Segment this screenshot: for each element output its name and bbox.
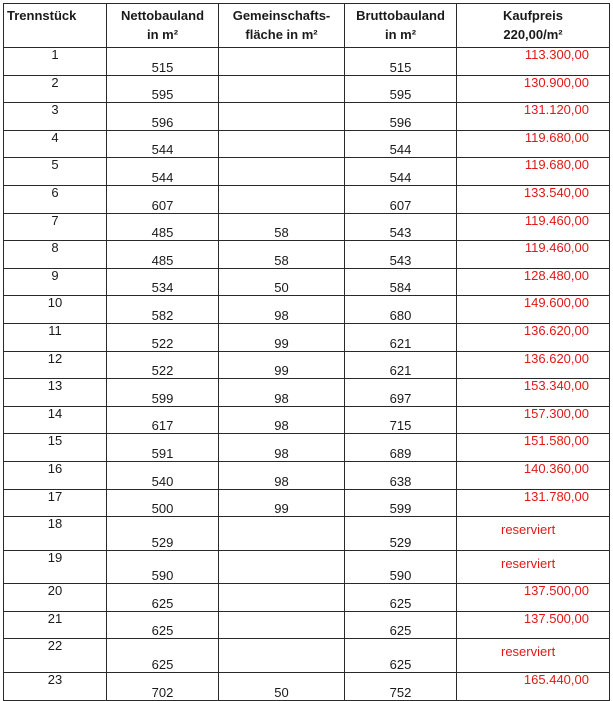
common-area-cell: 99 — [219, 489, 345, 517]
price-cell: 131.120,00 — [457, 103, 610, 131]
gross-land-cell: 529 — [345, 517, 457, 551]
table-row — [4, 185, 610, 213]
price-cell: 151.580,00 — [457, 434, 610, 462]
header-common-line-2: fläche in m² — [245, 27, 318, 42]
table-row — [4, 550, 610, 584]
plot-number-cell: 19 — [4, 550, 107, 584]
net-land-cell: 596 — [107, 103, 219, 131]
header-plot-line-1: Trennstück — [7, 8, 77, 23]
net-land-cell: 540 — [107, 461, 219, 489]
price-cell: 165.440,00 — [457, 673, 610, 701]
price-cell: 137.500,00 — [457, 611, 610, 639]
plot-number-cell: 1 — [4, 48, 107, 76]
net-land-cell: 544 — [107, 130, 219, 158]
table-row — [4, 489, 610, 517]
table-row — [4, 158, 610, 186]
table-row — [4, 639, 610, 673]
plot-number-cell: 11 — [4, 323, 107, 351]
header-gross-line-1: Bruttobauland — [356, 8, 445, 23]
gross-land-cell: 625 — [345, 611, 457, 639]
price-cell: 131.780,00 — [457, 489, 610, 517]
header-price-line-2: 220,00/m² — [503, 27, 563, 42]
net-land-cell: 590 — [107, 550, 219, 584]
gross-land-cell: 544 — [345, 158, 457, 186]
gross-land-cell: 515 — [345, 48, 457, 76]
net-land-cell: 515 — [107, 48, 219, 76]
common-area-cell — [219, 517, 345, 551]
table-header — [4, 4, 610, 48]
common-area-cell — [219, 103, 345, 131]
net-land-cell: 529 — [107, 517, 219, 551]
gross-land-cell: 590 — [345, 550, 457, 584]
gross-land-cell: 607 — [345, 185, 457, 213]
net-land-cell: 534 — [107, 268, 219, 296]
common-area-cell: 98 — [219, 461, 345, 489]
plot-price-list — [3, 3, 609, 701]
plot-number-cell: 8 — [4, 241, 107, 269]
net-land-cell: 617 — [107, 406, 219, 434]
price-cell: 119.460,00 — [457, 241, 610, 269]
net-land-cell: 522 — [107, 351, 219, 379]
price-cell: 128.480,00 — [457, 268, 610, 296]
plot-number-cell: 12 — [4, 351, 107, 379]
net-land-cell: 522 — [107, 323, 219, 351]
net-land-cell: 544 — [107, 158, 219, 186]
table-row — [4, 611, 610, 639]
plot-number-cell: 3 — [4, 103, 107, 131]
gross-land-cell: 621 — [345, 351, 457, 379]
price-cell: 157.300,00 — [457, 406, 610, 434]
price-cell: 133.540,00 — [457, 185, 610, 213]
gross-land-cell: 625 — [345, 584, 457, 612]
price-cell: reserviert — [457, 550, 610, 584]
price-cell: reserviert — [457, 517, 610, 551]
header-common-area — [219, 4, 345, 48]
common-area-cell — [219, 75, 345, 103]
plot-number-cell: 17 — [4, 489, 107, 517]
plot-number-cell: 22 — [4, 639, 107, 673]
plot-number-cell: 10 — [4, 296, 107, 324]
price-cell: 140.360,00 — [457, 461, 610, 489]
price-cell: 149.600,00 — [457, 296, 610, 324]
header-net-line-1: Nettobauland — [120, 8, 205, 23]
plot-number-cell: 15 — [4, 434, 107, 462]
gross-land-cell: 584 — [345, 268, 457, 296]
common-area-cell: 98 — [219, 406, 345, 434]
plot-number-cell: 21 — [4, 611, 107, 639]
gross-land-cell: 638 — [345, 461, 457, 489]
plot-number-cell: 14 — [4, 406, 107, 434]
table-row — [4, 673, 610, 701]
price-cell: 130.900,00 — [457, 75, 610, 103]
header-gross-line-2: in m² — [384, 27, 417, 42]
table-row — [4, 461, 610, 489]
plot-number-cell: 6 — [4, 185, 107, 213]
common-area-cell — [219, 130, 345, 158]
header-price-line-1: Kaufpreis — [503, 8, 563, 23]
header-gross-land — [345, 4, 457, 48]
table-row — [4, 434, 610, 462]
gross-land-cell: 625 — [345, 639, 457, 673]
net-land-cell: 591 — [107, 434, 219, 462]
header-plot — [4, 4, 107, 48]
common-area-cell: 99 — [219, 351, 345, 379]
common-area-cell: 58 — [219, 213, 345, 241]
price-cell: 119.680,00 — [457, 158, 610, 186]
gross-land-cell: 595 — [345, 75, 457, 103]
table-row — [4, 351, 610, 379]
common-area-cell: 99 — [219, 323, 345, 351]
plot-number-cell: 16 — [4, 461, 107, 489]
net-land-cell: 702 — [107, 673, 219, 701]
price-cell: 136.620,00 — [457, 323, 610, 351]
table-row — [4, 213, 610, 241]
net-land-cell: 485 — [107, 241, 219, 269]
plot-number-cell: 5 — [4, 158, 107, 186]
plot-number-cell: 7 — [4, 213, 107, 241]
net-land-cell: 485 — [107, 213, 219, 241]
net-land-cell: 599 — [107, 379, 219, 407]
gross-land-cell: 543 — [345, 213, 457, 241]
header-row — [4, 4, 610, 48]
gross-land-cell: 596 — [345, 103, 457, 131]
net-land-cell: 625 — [107, 611, 219, 639]
table-row — [4, 379, 610, 407]
net-land-cell: 582 — [107, 296, 219, 324]
table-row — [4, 406, 610, 434]
price-cell: 137.500,00 — [457, 584, 610, 612]
table-row — [4, 48, 610, 76]
table-row — [4, 241, 610, 269]
price-cell: 119.680,00 — [457, 130, 610, 158]
table-row — [4, 130, 610, 158]
common-area-cell — [219, 185, 345, 213]
net-land-cell: 625 — [107, 639, 219, 673]
table-row — [4, 75, 610, 103]
net-land-cell: 607 — [107, 185, 219, 213]
net-land-cell: 500 — [107, 489, 219, 517]
table-row — [4, 323, 610, 351]
gross-land-cell: 715 — [345, 406, 457, 434]
common-area-cell — [219, 639, 345, 673]
price-cell: 136.620,00 — [457, 351, 610, 379]
common-area-cell — [219, 611, 345, 639]
gross-land-cell: 680 — [345, 296, 457, 324]
common-area-cell: 58 — [219, 241, 345, 269]
table-row — [4, 296, 610, 324]
gross-land-cell: 689 — [345, 434, 457, 462]
gross-land-cell: 544 — [345, 130, 457, 158]
gross-land-cell: 599 — [345, 489, 457, 517]
plot-number-cell: 18 — [4, 517, 107, 551]
price-cell: 153.340,00 — [457, 379, 610, 407]
gross-land-cell: 697 — [345, 379, 457, 407]
header-price — [457, 4, 610, 48]
common-area-cell — [219, 584, 345, 612]
plot-number-cell: 20 — [4, 584, 107, 612]
header-net-land — [107, 4, 219, 48]
net-land-cell: 595 — [107, 75, 219, 103]
price-cell: reserviert — [457, 639, 610, 673]
table-row — [4, 103, 610, 131]
gross-land-cell: 543 — [345, 241, 457, 269]
price-cell: 119.460,00 — [457, 213, 610, 241]
common-area-cell: 98 — [219, 379, 345, 407]
common-area-cell — [219, 48, 345, 76]
plot-number-cell: 13 — [4, 379, 107, 407]
table-body — [4, 48, 610, 701]
plot-number-cell: 2 — [4, 75, 107, 103]
header-common-line-1: Gemeinschafts- — [232, 8, 331, 23]
plot-number-cell: 23 — [4, 673, 107, 701]
common-area-cell — [219, 158, 345, 186]
plot-table — [3, 3, 610, 701]
plot-number-cell: 4 — [4, 130, 107, 158]
gross-land-cell: 621 — [345, 323, 457, 351]
gross-land-cell: 752 — [345, 673, 457, 701]
common-area-cell: 98 — [219, 434, 345, 462]
header-net-line-2: in m² — [146, 27, 179, 42]
common-area-cell: 50 — [219, 673, 345, 701]
table-row — [4, 517, 610, 551]
plot-number-cell: 9 — [4, 268, 107, 296]
table-row — [4, 584, 610, 612]
common-area-cell: 98 — [219, 296, 345, 324]
price-cell: 113.300,00 — [457, 48, 610, 76]
common-area-cell: 50 — [219, 268, 345, 296]
table-row — [4, 268, 610, 296]
net-land-cell: 625 — [107, 584, 219, 612]
common-area-cell — [219, 550, 345, 584]
